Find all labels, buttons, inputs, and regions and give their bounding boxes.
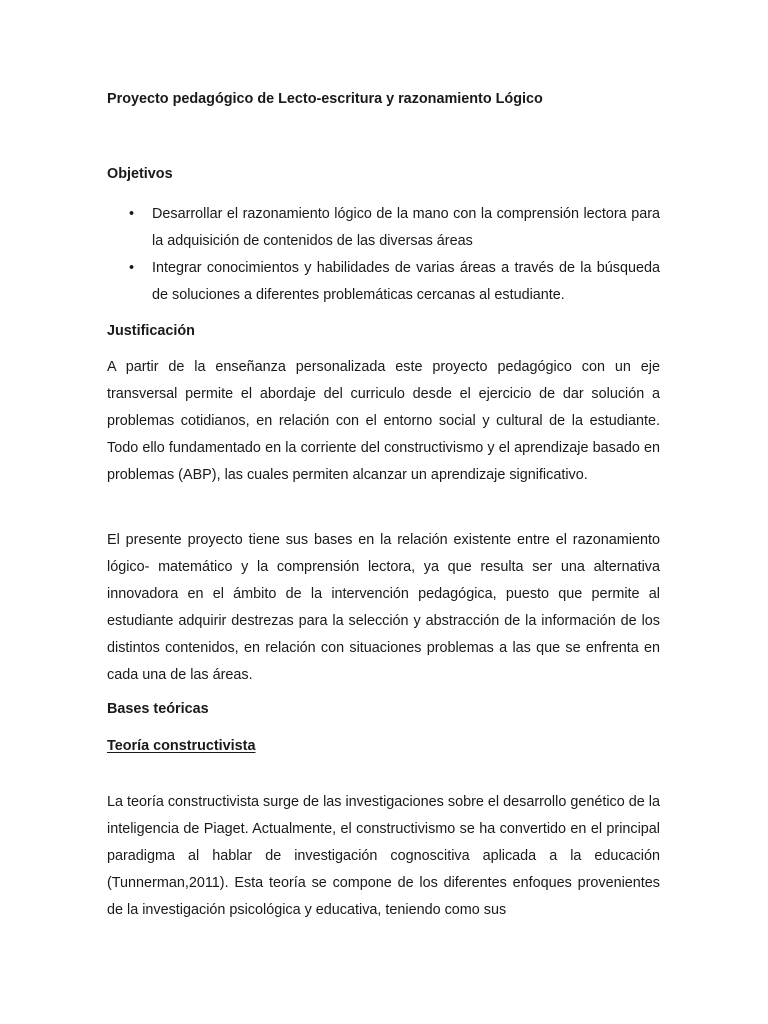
objetivos-item-text: Desarrollar el razonamiento lógico de la mano con la comprensión lectora para la adquisición de contenidos de las diversas áreas [152, 206, 660, 249]
objetivos-list-item [107, 201, 660, 255]
justificacion-paragraph-2: El presente proyecto tiene sus bases en la relación existente entre el razonamiento lógico- matemático y la comprensión lectora, ya que resulta ser una alternativa innovadora en el ámbito de la intervención pedagógica, puesto que permite al estudiante adquirir destrezas para la selección y abstracción de la información de los distintos contenidos, en relación con situaciones problemas a las que se enfrenta en cada una de las áreas. [107, 532, 660, 683]
objetivos-list-item [107, 255, 660, 309]
bases-teoricas-paragraph: La teoría constructivista surge de las investigaciones sobre el desarrollo genético de la inteligencia de Piaget. Actualmente, el constructivismo se ha convertido en el principal paradigma al hablar de investigación cognoscitiva aplicada a la educación (Tunnerman,2011). Esta teoría se compone de los diferentes enfoques provenientes de la investigación psicológica y educativa, teniendo como sus [107, 794, 660, 918]
objetivos-item-text: Integrar conocimientos y habilidades de varias áreas a través de la búsqueda de soluciones a diferentes problemáticas cercanas al estudiante. [152, 260, 660, 303]
bullet-icon: • [129, 260, 135, 276]
objetivos-heading: Objetivos [107, 166, 173, 182]
bases-teoricas-heading: Bases teóricas [107, 701, 209, 717]
objetivos-list [107, 201, 660, 309]
justificacion-paragraph-1: A partir de la enseñanza personalizada este proyecto pedagógico con un eje transversal permite el abordaje del curriculo desde el ejercicio de dar solución a problemas cotidianos, en relación con el entorno social y cultural de la estudiante. Todo ello fundamentado en la corriente del constructivismo y el aprendizaje basado en problemas (ABP), las cuales permiten alcanzar un aprendizaje significativo. [107, 359, 660, 483]
justificacion-heading: Justificación [107, 323, 195, 339]
bullet-icon: • [129, 206, 135, 222]
teoria-constructivista-subheading: Teoría constructivista [107, 738, 256, 754]
document-title: Proyecto pedagógico de Lecto-escritura y razonamiento Lógico [107, 91, 543, 107]
